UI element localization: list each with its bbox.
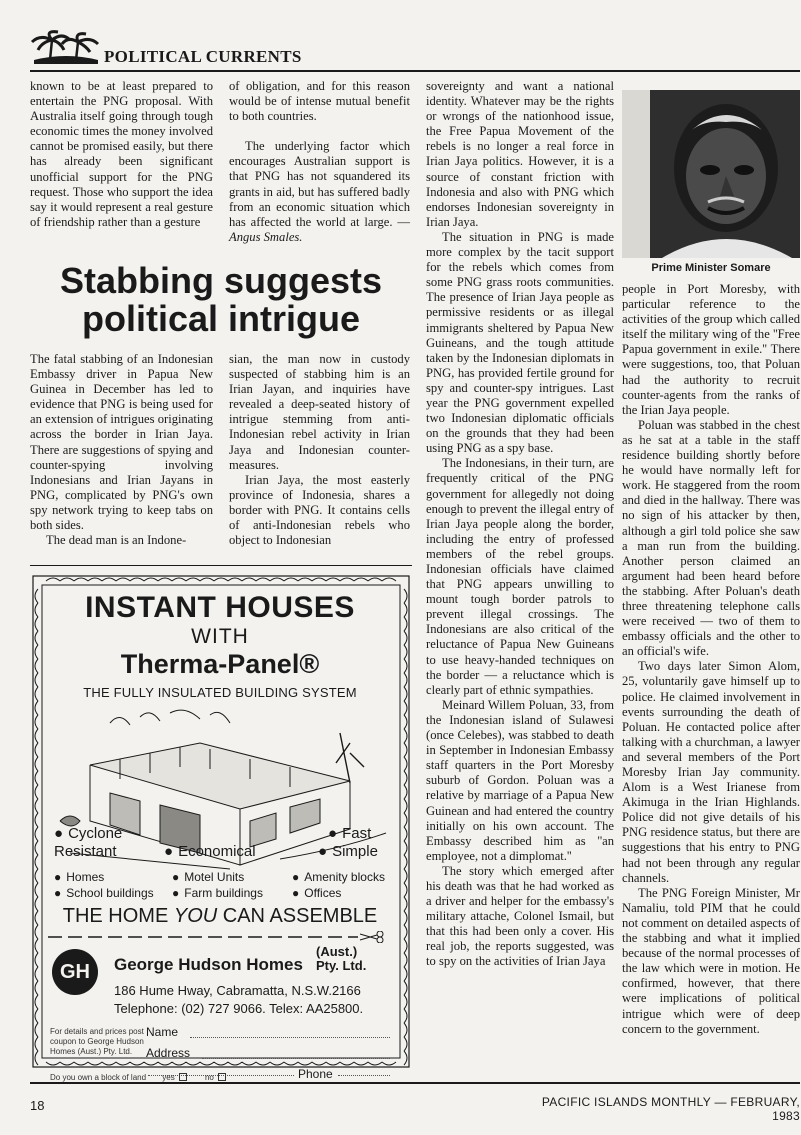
land-question-text: Do you own a block of land bbox=[50, 1073, 147, 1082]
use-amenity: ● Amenity blocks bbox=[292, 870, 385, 884]
paragraph: The story which emerged after his death was that he had worked as a driver and helper for the embassy's military attache, Colonel Ismail, but that this had been only a cover. His real job, the reports suggested, was to spy on the activities of Irian Jaya bbox=[426, 863, 614, 969]
no-checkbox[interactable] bbox=[218, 1073, 226, 1081]
ad-with: WITH bbox=[191, 625, 249, 648]
company-suffix bbox=[316, 945, 366, 973]
feature-resistant: Resistant bbox=[54, 843, 117, 860]
coupon-phone-field[interactable] bbox=[338, 1075, 390, 1076]
company-logo: GH bbox=[52, 949, 98, 995]
advertisement bbox=[30, 573, 412, 1082]
paragraph: The PNG Foreign Minister, Mr Namaliu, told PIM that he could not comment on detailed aspects of the stabbing and what it implied because of the normal processes of the law which were in motion. He confirmed, however, that there were implications of political intrigue which were of deep concern to the government. bbox=[622, 885, 801, 1036]
paragraph: Poluan was stabbed in the chest as he sat at a table in the staff residence building shortly before he would have normally left for work. He staggered from the room and died in the hallway. There was no sign of his attacker by then, although a girl told police she saw a man run from the building. Another person claimed an argument had been heard before the stabbing. After Poluan's death three threatening telephone calls were received — two of them to embassy officials and the other to an official's wife. bbox=[622, 417, 800, 659]
feature-fast: ● Fast bbox=[328, 825, 371, 842]
scissors-cut-line bbox=[48, 931, 388, 943]
slogan-emphasis: YOU bbox=[173, 905, 218, 927]
feature-economical: ● Economical bbox=[164, 843, 256, 860]
paragraph: The situation in PNG is made more complex by the tacit support for the rebels which comes from some PNG grass roots communities. The presence of Irian Jaya people as permissive residents or as illegal immigrants sheltered by Papua New Guineans, and the tough attitude taken by the Indonesian diplomats in PNG, has provided fertile ground for spy and counter-spy intrigues. Last year the PNG government expelled two Indonesian diplomatic officials on the grounds that they had been using PNG as a spy base. bbox=[426, 229, 614, 456]
ad-headline: INSTANT HOUSES bbox=[85, 591, 355, 624]
section-title: POLITICAL CURRENTS bbox=[104, 47, 302, 66]
byline: Angus Smales. bbox=[229, 229, 303, 244]
ad-slogan bbox=[44, 905, 396, 928]
photo-caption: Prime Minister Somare bbox=[651, 262, 771, 274]
yes-label: yes bbox=[162, 1073, 175, 1082]
article2-col2 bbox=[229, 352, 410, 548]
slogan-text: THE HOME bbox=[62, 905, 174, 927]
no-label: no bbox=[204, 1073, 214, 1082]
paragraph-text: The underlying factor which encourages Australian support is that PNG has not squandered its grants in aid, but has suffered badly from an economic situation which has affected the world at large. — bbox=[229, 139, 410, 229]
coupon-name-field[interactable] bbox=[190, 1037, 390, 1038]
paragraph: The fatal stabbing of an Indonesian Embassy driver in Papua New Guinea in December has led to evidence that PNG is being used for an extension of intrigues originating across the border in Irian Jaya. There are suggestions of spying and counter-spying involving Indonesians and Irian Jayans in PNG, complicated by PNG's own spy network trying to keep tabs on both sides. bbox=[30, 352, 213, 533]
paragraph: Meinard Willem Poluan, 33, from the Indonesian island of Sulawesi (once Celebes), was stabbed to death in September in Indonesian Embassy staff quarters in the Port Moresby suburb of Gordon. Poluan was a relative by marriage of a Papua New Guinean and had entered the country initially on his own account. The Embassy described him as ''an employee, not a dimplomat.'' bbox=[426, 697, 614, 863]
ad-brand: Therma-Panel® bbox=[120, 649, 320, 679]
column-rule bbox=[30, 565, 412, 566]
page-number: 18 bbox=[30, 1098, 45, 1113]
scissors-icon bbox=[360, 931, 383, 943]
paragraph: The Indonesians, in their turn, are frequently critical of the PNG government for allegedly not doing enough to prevent the illegal entry of Irian Jaya people along the border, including the entry of professed members of the rebel groups. Indonesian officials have claimed that PNG appears unwilling to mount tough border patrols to prevent illegal crossings. The Indonesians are also critical of the reluctance of Papua New Guineans to use heavy-handed techniques on the border — a reluctance which is clearly part of ethnic sympathies. bbox=[426, 456, 614, 697]
feature-simple: ● Simple bbox=[318, 843, 378, 860]
coupon-address-label: Address bbox=[146, 1046, 191, 1060]
slogan-text: CAN ASSEMBLE bbox=[217, 905, 378, 927]
company-suffix-line: (Aust.) bbox=[316, 944, 358, 959]
ad-content bbox=[44, 587, 396, 1082]
article2-col4 bbox=[622, 282, 800, 1037]
use-offices: ● Offices bbox=[292, 886, 341, 900]
paragraph: of obligation, and for this reason would be of intense mutual benefit to both countries. bbox=[229, 79, 410, 124]
feature-cyclone: ● Cyclone bbox=[54, 825, 122, 842]
article2-col1 bbox=[30, 352, 213, 548]
paragraph: known to be at least prepared to entertain the PNG proposal. With Australia itself going through tough economic times the money involved cannot be promised easily, but there has already been significant unofficial support for the PNG request. Those who support the idea say it would represent a real gesture of friendship rather than a gesture bbox=[30, 79, 213, 229]
coupon-address-field[interactable] bbox=[202, 1058, 390, 1059]
publication-footer: PACIFIC ISLANDS MONTHLY — FEBRUARY, 1983 bbox=[541, 1095, 800, 1123]
article1-col2 bbox=[229, 79, 410, 245]
use-farm: ● Farm buildings bbox=[172, 886, 263, 900]
company-name: George Hudson Homes bbox=[114, 955, 303, 974]
company-phone: Telephone: (02) 727 9066. Telex: AA25800. bbox=[114, 1001, 364, 1016]
coupon-name-label: Name bbox=[146, 1025, 179, 1039]
header-rule bbox=[30, 70, 800, 72]
paragraph: Two days later Simon Alom, 25, voluntarily gave himself up to police. He claimed involvement in events surrounding the death of Poluan. He contacted police after talking with a churchman, a lawyer and several members of the Port Moresby Irian Jay community. Alom is a West Irianese from Akimuga in the Irian Highlands. Police did not give details of his PNG residence status, but there are suggestions that his entry to PNG had not been through any regular channels. bbox=[622, 659, 800, 885]
headline-line: political intrigue bbox=[81, 298, 360, 339]
use-motel: ● Motel Units bbox=[172, 870, 244, 884]
coupon-phone-label: Phone bbox=[298, 1067, 333, 1081]
paragraph: sian, the man now in custody suspected of stabbing him is an Irian Jayan, and inquiries have revealed a deep-seated history of intrigue stemming from anti-Indonesian rebel activity in Irian Jaya and Indonesian counter-measures. bbox=[229, 352, 410, 472]
yes-checkbox[interactable] bbox=[179, 1073, 187, 1081]
footer-rule bbox=[30, 1082, 800, 1084]
use-homes: ● Homes bbox=[54, 870, 104, 884]
paragraph: Irian Jaya, the most easterly province of Indonesia, shares a border with PNG. It contains cells of anti-Indonesian rebels who object to Indonesian bbox=[229, 472, 410, 548]
paragraph bbox=[229, 139, 410, 245]
portrait-photo bbox=[622, 90, 800, 258]
coupon-note: For details and prices post coupon to George Hudson Homes (Aust.) Pty. Ltd. bbox=[50, 1027, 144, 1056]
palm-island-icon bbox=[30, 30, 102, 64]
use-school: ● School buildings bbox=[54, 886, 154, 900]
article1-col1 bbox=[30, 79, 213, 230]
company-address: 186 Hume Hway, Cabramatta, N.S.W.2166 bbox=[114, 983, 361, 998]
article2-col3 bbox=[426, 79, 614, 970]
paragraph: people in Port Moresby, with particular reference to the activities of the group which called itself the military wing of the ''Free Papua government in exile.'' There were suggestions, too, that Poluan had the authority to recruit counter-agents from the ranks of the Irian Jaya people. bbox=[622, 282, 800, 417]
paragraph: The dead man is an Indone- bbox=[46, 533, 187, 548]
headline bbox=[30, 262, 412, 338]
coupon-land-question bbox=[50, 1073, 232, 1082]
headline-line: Stabbing suggests bbox=[59, 260, 383, 301]
ad-tagline: THE FULLY INSULATED BUILDING SYSTEM bbox=[83, 685, 357, 700]
company-suffix-line: Pty. Ltd. bbox=[316, 958, 367, 973]
paragraph: sovereignty and want a national identity. Whatever may be the rights or wrongs of the nationhood issue, the Free Papua Movement of the rebels is no longer a real force in Irian Jaya politics. However, it is a source of constant friction with Indonesia and also with PNG which endorses Indonesian sovereignty in Irian Jaya. bbox=[426, 79, 614, 229]
